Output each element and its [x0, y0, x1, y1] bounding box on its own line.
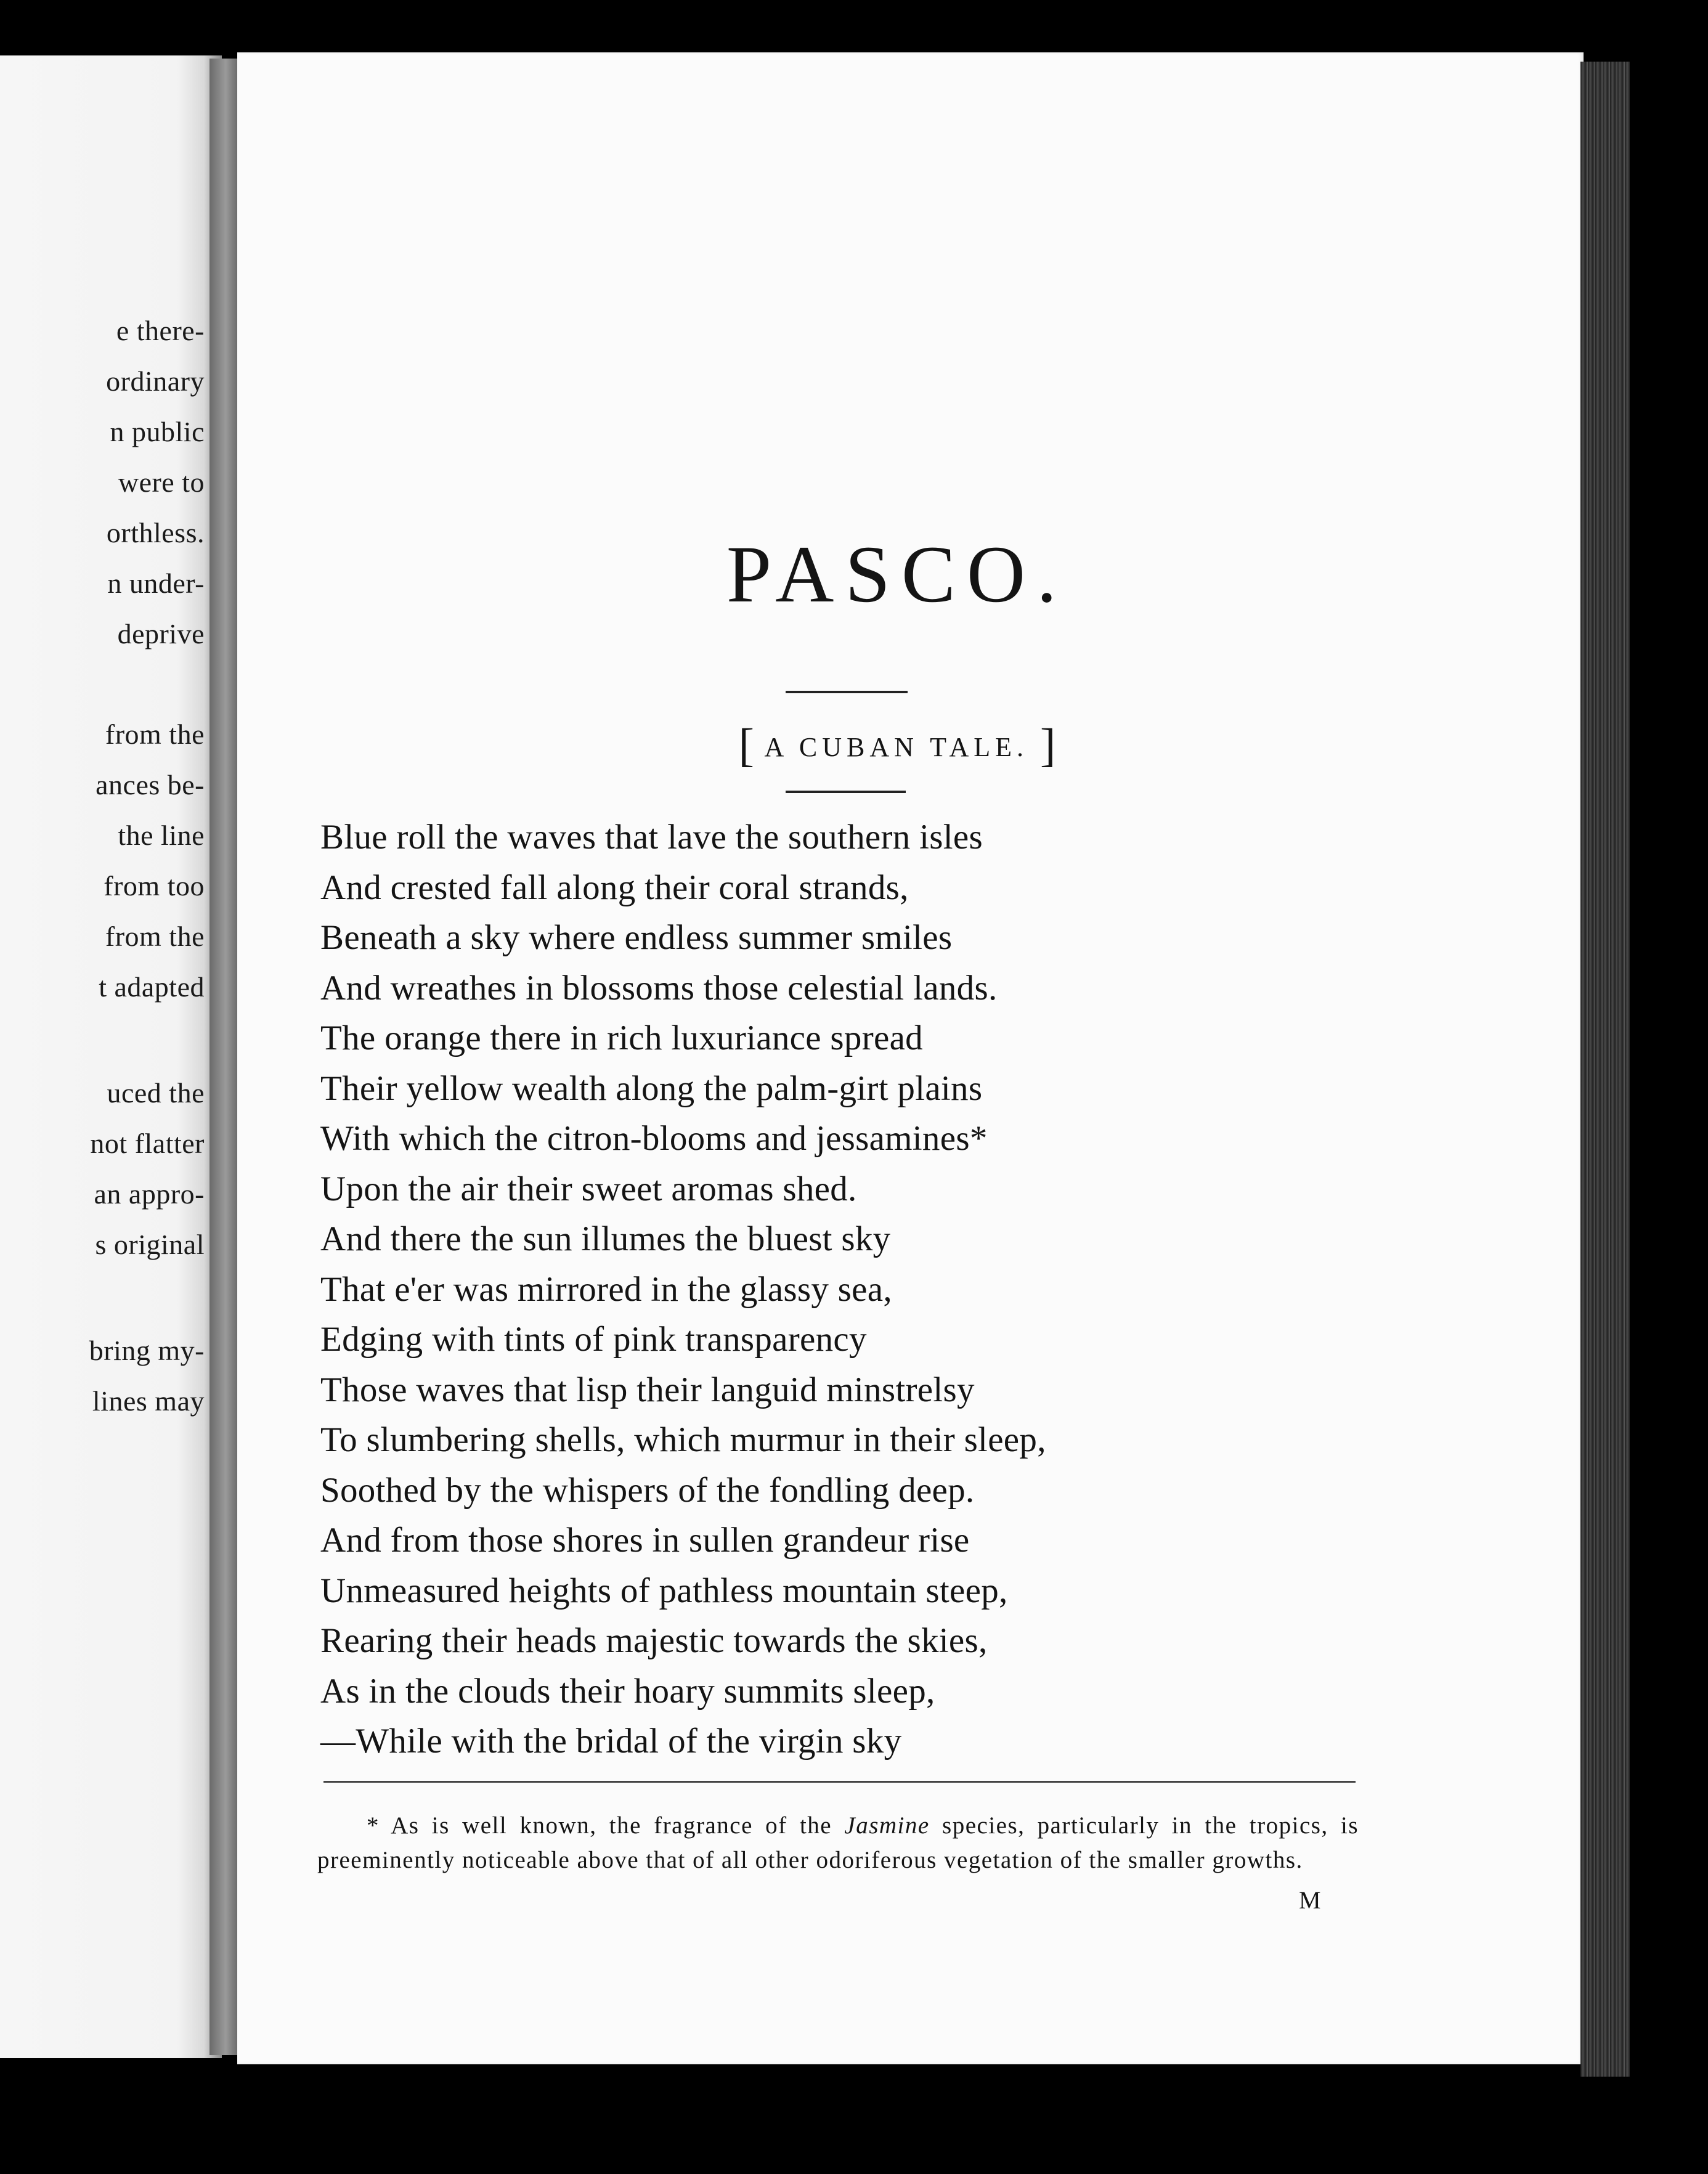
verse-line: And there the sun illumes the bluest sky	[320, 1219, 891, 1258]
subtitle-close-bracket: ]	[1040, 720, 1056, 771]
left-page-line: orthless.	[106, 517, 205, 548]
signature-mark: M	[1299, 1886, 1321, 1914]
subtitle-text: A CUBAN TALE.	[764, 732, 1029, 762]
left-page-line: not flatter	[90, 1128, 205, 1159]
verse-line: Unmeasured heights of pathless mountain steep,	[320, 1571, 1008, 1610]
left-page-line: n under-	[107, 568, 205, 599]
verse-line: And wreathes in blossoms those celestial lands.	[320, 968, 998, 1008]
left-page-line: an appro-	[94, 1178, 205, 1210]
poem-verse	[320, 812, 1046, 1767]
verse-line: As in the clouds their hoary summits sleep,	[320, 1671, 935, 1711]
verse-line: The orange there in rich luxuriance spread	[320, 1019, 923, 1057]
subtitle-open-bracket: [	[738, 720, 754, 771]
verse-line: Edging with tints of pink transparency	[320, 1320, 867, 1359]
left-page-line: e there-	[116, 315, 205, 346]
footnote-text-end: species, particularly in the tropics, is preeminently noticeable above that of all other odoriferous vegetation of the smaller growths.	[317, 1812, 1359, 1873]
left-page-line: were to	[118, 466, 205, 498]
verse-line: And from those shores in sullen grandeur rise	[320, 1521, 970, 1560]
verse-line: —While with the bridal of the virgin sky	[320, 1722, 902, 1761]
verse-line: Their yellow wealth along the palm-girt plains	[320, 1069, 983, 1108]
left-page-line: lines may	[92, 1385, 205, 1417]
footnote	[317, 1809, 1359, 1878]
left-page-line: n public	[110, 416, 205, 447]
verse-line: Soothed by the whispers of the fondling deep.	[320, 1470, 975, 1510]
left-page	[0, 55, 222, 2058]
left-page-line: s original	[95, 1229, 205, 1260]
poem-title: PASCO.	[726, 529, 1068, 619]
footnote-italic-word: Jasmine	[844, 1812, 930, 1839]
verse-line: With which the citron-blooms and jessamines*	[320, 1119, 988, 1158]
verse-line: To slumbering shells, which murmur in their sleep,	[320, 1420, 1046, 1459]
left-page-line: from the	[105, 921, 205, 952]
verse-line: And crested fall along their coral strands,	[320, 868, 909, 907]
poem-subtitle	[0, 719, 1708, 773]
verse-line: Beneath a sky where endless summer smiles	[320, 918, 953, 957]
title-rule-top	[786, 691, 908, 693]
verse-line: Rearing their heads majestic towards the skies,	[320, 1621, 988, 1660]
title-rule-bottom	[786, 791, 906, 793]
verse-line: Those waves that lisp their languid minstrelsy	[320, 1370, 975, 1409]
left-page-line: deprive	[117, 618, 205, 649]
left-page-line: from too	[104, 870, 205, 902]
left-page-line: ances be-	[96, 769, 205, 800]
left-page-line: from the	[105, 719, 205, 750]
footnote-rule	[323, 1781, 1356, 1783]
verse-line: Blue roll the waves that lave the southern isles	[320, 818, 983, 857]
verse-line: That e'er was mirrored in the glassy sea,	[320, 1269, 892, 1309]
left-page-line: t adapted	[99, 971, 205, 1003]
verse-line: Upon the air their sweet aromas shed.	[320, 1169, 857, 1208]
page-edges	[1580, 62, 1630, 2077]
left-page-line: ordinary	[106, 365, 205, 397]
footnote-text-start: * As is well known, the fragrance of the	[367, 1812, 845, 1839]
left-page-line: the line	[118, 820, 205, 851]
left-page-line: uced the	[107, 1077, 205, 1109]
left-page-line: bring my-	[89, 1335, 205, 1366]
